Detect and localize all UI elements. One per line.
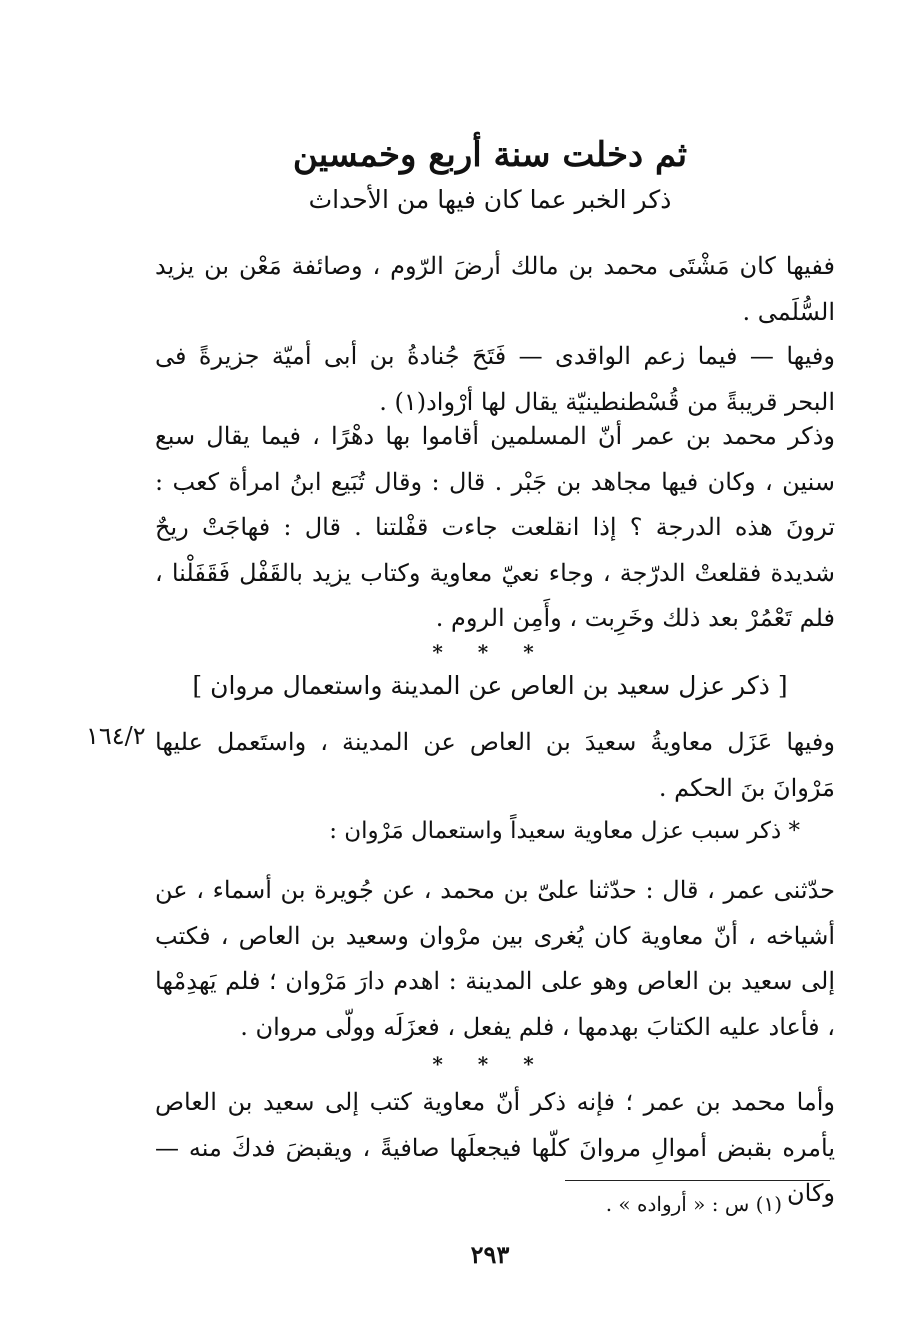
paragraph-last: وأما محمد بن عمر ؛ فإنه ذكر أنّ معاوية كتب إلى سعيد بن العاص يأمره بقبض أموالِ مروانَ كلّها فيجعلَها صافيةً ، ويقبضَ فدكَ منه — وكان [155,1088,836,1207]
section-separator: * * * [432,640,548,664]
paragraph-narration: حدّثنى عمر ، قال : حدّثنا علىّ بن محمد ، عن جُويرة بن أسماء ، عن أشياخه ، أنّ معاوية كان يُغرى بين مرْوان وسعيد بن العاص ، فكتب إلى سعيد بن العاص وهو على المدينة : اهدم دارَ مَرْوان ؛ فلم يَهدِمْها ، فأعاد عليه الكتابَ بهدمها ، فلم يفعل ، فعزَلَه وولّى مروان . [155,876,836,1041]
paragraph-section-intro: وفيها عَزَل معاويةُ سعيدَ بن العاص عن المدينة ، واستَعمل عليها مَرْوانَ بنَ الحكم . [155,728,835,802]
sub-heading-text: ذكر سبب عزل معاوية سعيداً واستعمال مَرْوان : [329,818,782,844]
asterisk-marker: * [788,818,800,844]
paragraph-3: وذكر محمد بن عمر أنّ المسلمين أقاموا بها دهْرًا ، فيما يقال سبع سنين ، وكان فيها مجاهد بن جَبْر . قال : وقال تُبَيع ابنُ امرأة كعب : ترونَ هذه الدرجة ؟ إذا انقلعت جاءت قفْلتنا . قال : فهاجَتْ ريحٌ شديدة فقلعتْ الدرّجة ، وجاء نعيّ معاوية وكتاب يزيد بالقَفْل فَقَفَلْنا ، فلم تَعْمُرْ بعد ذلك وخَرِبت ، وأَمِن الروم . [155,422,835,632]
margin-reference: ١٦٤/٢ [86,722,146,750]
chapter-title: ثم دخلت سنة أربع وخمسين [292,135,688,175]
footnote-divider [565,1180,830,1181]
chapter-subtitle: ذكر الخبر عما كان فيها من الأحداث [308,185,672,214]
footnote: (١) س : « أرواده » . [605,1192,782,1216]
paragraph-1: ففيها كان مَشْتَى محمد بن مالك أرضَ الرّوم ، وصائفة مَعْن بن يزيد السُّلَمى . [155,252,835,326]
paragraph-2: وفيها — فيما زعم الواقدى — فَتَحَ جُنادةُ بن أبى أميّة جزيرةً فى البحر قريبةً من قُسْطنطينيّة يقال لها أرْواد(١) . [155,342,835,416]
section-title: [ ذكر عزل سعيد بن العاص عن المدينة واستعمال مروان ] [192,671,788,700]
page-number: ٢٩٣ [470,1240,510,1269]
section-separator-2: * * * [432,1052,548,1076]
sub-heading [329,818,800,844]
